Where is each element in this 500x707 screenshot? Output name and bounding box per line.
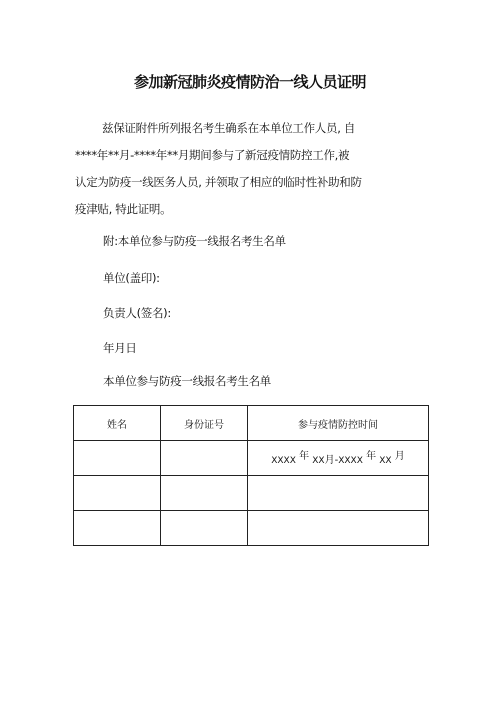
time-month-unit-2: 月 [394, 450, 405, 462]
time-year-unit-2: 年 [366, 450, 377, 462]
time-end-year: XXXX [338, 455, 363, 466]
table-header-row [74, 406, 429, 441]
cell-id-number [161, 441, 248, 476]
cell-id-number [161, 476, 248, 511]
cell-name [74, 511, 161, 546]
time-year-unit-1: 年 [299, 450, 310, 462]
cell-participation-time [248, 511, 429, 546]
cell-id-number [161, 511, 248, 546]
body-line-3: 认定为防疫一线医务人员, 并领取了相应的临时性补助和防 [75, 175, 362, 189]
time-end-month: XX [379, 455, 392, 466]
body-line-4: 疫津贴, 特此证明。 [75, 202, 172, 216]
attachment-note: 附:本单位参与防疫一线报名考生名单 [103, 234, 286, 248]
time-start-year: XXXX [271, 455, 296, 466]
cell-participation-time [248, 476, 429, 511]
responsible-signature-label: 负责人(签名): [103, 306, 171, 320]
date-line: 年月日 [103, 341, 137, 355]
document-title: 参加新冠肺炎疫情防治一线人员证明 [133, 73, 366, 91]
header-id-number: 身份证号 [161, 406, 248, 441]
table-row [74, 441, 429, 476]
unit-seal-label: 单位(盖印): [103, 271, 160, 285]
cell-name [74, 476, 161, 511]
body-line-2: ****年**月-****年**月期间参与了新冠疫情防控工作,被 [75, 148, 350, 162]
time-month-unit-1: 月- [324, 454, 339, 466]
cell-participation-time [248, 441, 429, 476]
list-title: 本单位参与防疫一线报名考生名单 [103, 374, 271, 388]
table-row [74, 511, 429, 546]
candidate-table [73, 405, 429, 546]
body-paragraph [75, 115, 362, 223]
time-start-month: XX [312, 455, 325, 466]
header-participation-time: 参与疫情防控时间 [248, 406, 429, 441]
cell-name [74, 441, 161, 476]
header-name: 姓名 [74, 406, 161, 441]
body-line-1: 兹保证附件所列报名考生确系在本单位工作人员, 自 [102, 121, 356, 135]
table-row [74, 476, 429, 511]
